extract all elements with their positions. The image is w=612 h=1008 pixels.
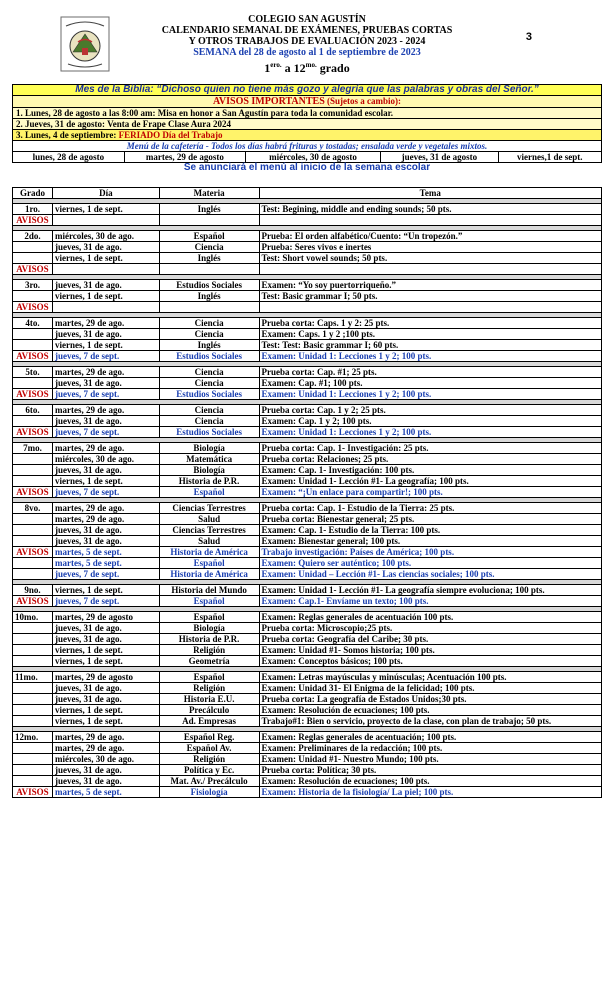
grade-cell	[13, 645, 53, 656]
day-cell: martes, 29 de agosto	[52, 612, 159, 623]
topic-cell: Examen: Reglas generales de acentuación; 100 pts.	[259, 732, 602, 743]
calendar-sheet	[12, 14, 602, 798]
day-cell: jueves, 31 de ago.	[52, 465, 159, 476]
notice-3: 3. Lunes, 4 de septiembre: FERIADO Día del Trabajo	[13, 130, 602, 141]
day-cell: martes, 5 de sept.	[52, 558, 159, 569]
topic-cell: Examen: Quiero ser auténtico; 100 pts.	[259, 558, 602, 569]
menu-day: miércoles, 30 de agosto	[245, 152, 380, 163]
day-cell: jueves, 31 de ago.	[52, 694, 159, 705]
grade-cell	[13, 634, 53, 645]
subject-cell: Español	[159, 672, 259, 683]
day-cell: martes, 29 de agosto	[52, 672, 159, 683]
day-cell: jueves, 31 de ago.	[52, 280, 159, 291]
subject-cell: Religión	[159, 683, 259, 694]
grade-label: 7mo.	[13, 443, 53, 454]
table-row	[13, 454, 602, 465]
day-cell: martes, 5 de sept.	[52, 547, 159, 558]
table-row	[13, 443, 602, 454]
grade-label: 6to.	[13, 405, 53, 416]
day-cell: viernes, 1 de sept.	[52, 291, 159, 302]
subject-cell: Inglés	[159, 204, 259, 215]
table-row	[13, 525, 602, 536]
grade-cell	[13, 378, 53, 389]
topic-cell: Examen: Cap. #1; 100 pts.	[259, 378, 602, 389]
table-row	[13, 280, 602, 291]
subject-cell: Estudios Sociales	[159, 351, 259, 362]
grade-cell	[13, 743, 53, 754]
subject-cell	[159, 215, 259, 226]
topic-cell	[259, 264, 602, 275]
grade-cell	[13, 569, 53, 580]
grade-label: 3ro.	[13, 280, 53, 291]
grade-cell	[13, 340, 53, 351]
table-row	[13, 253, 602, 264]
subject-cell: Ciencia	[159, 242, 259, 253]
grade-cell	[13, 476, 53, 487]
day-cell: jueves, 7 de sept.	[52, 389, 159, 400]
topic-cell: Test: Basic grammar I; 50 pts.	[259, 291, 602, 302]
table-row	[13, 732, 602, 743]
day-cell: martes, 29 de ago.	[52, 514, 159, 525]
avisos-label: AVISOS	[13, 787, 53, 798]
topic-cell: Examen: Unidad #1- Somos historia; 100 pts.	[259, 645, 602, 656]
table-row	[13, 514, 602, 525]
day-cell	[52, 215, 159, 226]
table-row	[13, 536, 602, 547]
table-row	[13, 765, 602, 776]
grade-cell	[13, 656, 53, 667]
subject-cell: Estudios Sociales	[159, 389, 259, 400]
bible-month-motto: Mes de la Biblia: “Dichoso quien no tiene más gozo y alegría que las palabras y obras del Señor.”	[13, 85, 602, 96]
day-cell: viernes, 1 de sept.	[52, 705, 159, 716]
subject-cell: Biología	[159, 623, 259, 634]
day-cell: jueves, 31 de ago.	[52, 378, 159, 389]
table-row	[13, 672, 602, 683]
day-cell: viernes, 1 de sept.	[52, 585, 159, 596]
day-cell: martes, 29 de ago.	[52, 443, 159, 454]
topic-cell: Examen: Cap. 1- Investigación: 100 pts.	[259, 465, 602, 476]
avisos-label: AVISOS	[13, 547, 53, 558]
topic-cell: Prueba corta: Cap. 1- Investigación: 25 pts.	[259, 443, 602, 454]
day-cell: martes, 29 de ago.	[52, 318, 159, 329]
cafeteria-menu-title: Menú de la cafetería - Todos los días habrá frituras y tostadas; ensalada verde y vegetales mixtos.	[13, 141, 602, 152]
grade-cell	[13, 329, 53, 340]
col-materia: Materia	[159, 188, 259, 199]
table-row	[13, 656, 602, 667]
subject-cell: Ad. Empresas	[159, 716, 259, 727]
topic-cell: Prueba corta: Microscopio;25 pts.	[259, 623, 602, 634]
topic-cell: Prueba corta: Cap. 1- Estudio de la Tierra: 25 pts.	[259, 503, 602, 514]
subject-cell: Español Reg.	[159, 732, 259, 743]
table-row	[13, 351, 602, 362]
menu-day: martes, 29 de agosto	[124, 152, 245, 163]
day-cell: jueves, 7 de sept.	[52, 596, 159, 607]
grade-cell	[13, 514, 53, 525]
topic-cell: Prueba corta: La geografía de Estados Unidos;30 pts.	[259, 694, 602, 705]
grade-label: 4to.	[13, 318, 53, 329]
topic-cell: Examen: Unidad 1- Lección #1- La geografía siempre evoluciona; 100 pts.	[259, 585, 602, 596]
day-cell: jueves, 31 de ago.	[52, 242, 159, 253]
table-row	[13, 596, 602, 607]
day-cell: viernes, 1 de sept.	[52, 204, 159, 215]
school-name: COLEGIO SAN AGUSTÍN	[248, 14, 366, 25]
table-row	[13, 231, 602, 242]
topic-cell: Prueba corta: Cap. 1 y 2; 25 pts.	[259, 405, 602, 416]
week-range: SEMANA del 28 de agosto al 1 de septiembre de 2023	[193, 47, 421, 58]
table-row	[13, 623, 602, 634]
topic-cell: Test: Begining, middle and ending sounds; 50 pts.	[259, 204, 602, 215]
subject-cell: Geometría	[159, 656, 259, 667]
day-cell: jueves, 7 de sept.	[52, 427, 159, 438]
subject-cell: Estudios Sociales	[159, 280, 259, 291]
grade-label: 1ro.	[13, 204, 53, 215]
grade-label: 10mo.	[13, 612, 53, 623]
table-row	[13, 487, 602, 498]
topic-cell: Prueba: Seres vivos e inertes	[259, 242, 602, 253]
subject-cell	[159, 302, 259, 313]
day-cell: jueves, 31 de ago.	[52, 634, 159, 645]
notices-table	[12, 84, 602, 173]
subject-cell: Ciencia	[159, 367, 259, 378]
topic-cell	[259, 302, 602, 313]
table-row	[13, 291, 602, 302]
topic-cell: Examen: Preliminares de la redacción; 100 pts.	[259, 743, 602, 754]
table-row	[13, 585, 602, 596]
topic-cell	[259, 215, 602, 226]
subject-cell: Historia del Mundo	[159, 585, 259, 596]
table-row	[13, 416, 602, 427]
grade-cell	[13, 536, 53, 547]
avisos-label: AVISOS	[13, 389, 53, 400]
topic-cell: Examen: Cap. 1 y 2; 100 pts.	[259, 416, 602, 427]
subject-cell: Política y Ec.	[159, 765, 259, 776]
subject-cell: Ciencias Terrestres	[159, 525, 259, 536]
subject-cell: Historia de P.R.	[159, 476, 259, 487]
day-cell: viernes, 1 de sept.	[52, 645, 159, 656]
topic-cell: Examen: Unidad #1- Nuestro Mundo; 100 pts.	[259, 754, 602, 765]
day-cell: jueves, 31 de ago.	[52, 623, 159, 634]
subject-cell: Español	[159, 612, 259, 623]
table-row	[13, 302, 602, 313]
grade-label: 12mo.	[13, 732, 53, 743]
menu-day: viernes,1 de sept.	[498, 152, 601, 163]
day-cell: jueves, 31 de ago.	[52, 776, 159, 787]
col-grado: Grado	[13, 188, 53, 199]
menu-day: jueves, 31 de agosto	[381, 152, 499, 163]
avisos-label: AVISOS	[13, 264, 53, 275]
topic-cell: Prueba corta: Relaciones; 25 pts.	[259, 454, 602, 465]
menu-day: lunes, 28 de agosto	[13, 152, 125, 163]
grade-cell	[13, 765, 53, 776]
table-row	[13, 242, 602, 253]
subject-cell: Precálculo	[159, 705, 259, 716]
topic-cell: Examen: Bienestar general; 100 pts.	[259, 536, 602, 547]
day-cell: martes, 29 de ago.	[52, 743, 159, 754]
table-row	[13, 264, 602, 275]
subject-cell: Salud	[159, 536, 259, 547]
grade-label: 2do.	[13, 231, 53, 242]
table-row	[13, 558, 602, 569]
grade-cell	[13, 416, 53, 427]
grade-label: 5to.	[13, 367, 53, 378]
subject-cell: Biología	[159, 465, 259, 476]
document-header	[12, 14, 602, 82]
subject-cell: Matemática	[159, 454, 259, 465]
topic-cell: Examen: Cap. 1- Estudio de la Tierra: 100 pts.	[259, 525, 602, 536]
topic-cell: Prueba corta: Caps. 1 y 2: 25 pts.	[259, 318, 602, 329]
day-cell: martes, 5 de sept.	[52, 787, 159, 798]
grade-cell	[13, 558, 53, 569]
table-row	[13, 694, 602, 705]
notice-1: 1. Lunes, 28 de agosto a las 8:00 am: Misa en honor a San Agustín para toda la comunidad escolar.	[13, 108, 602, 119]
subject-cell: Religión	[159, 754, 259, 765]
subject-cell: Historia de América	[159, 547, 259, 558]
subject-cell: Español	[159, 558, 259, 569]
subject-cell: Español	[159, 596, 259, 607]
table-row	[13, 329, 602, 340]
subject-cell: Inglés	[159, 253, 259, 264]
topic-cell: Examen: Caps. 1 y 2 ;100 pts.	[259, 329, 602, 340]
table-row	[13, 367, 602, 378]
day-cell: jueves, 31 de ago.	[52, 416, 159, 427]
notice-2: 2. Jueves, 31 de agosto: Venta de Frape Clase Aura 2024	[13, 119, 602, 130]
day-cell: jueves, 31 de ago.	[52, 765, 159, 776]
avisos-label: AVISOS	[13, 487, 53, 498]
school-crest-icon	[60, 16, 110, 72]
topic-cell: Examen: “Yo soy puertorriqueño.”	[259, 280, 602, 291]
avisos-label: AVISOS	[13, 302, 53, 313]
schedule-table	[12, 187, 602, 798]
grade-cell	[13, 291, 53, 302]
subject-cell: Español	[159, 487, 259, 498]
table-row	[13, 378, 602, 389]
col-tema: Tema	[259, 188, 602, 199]
day-cell: martes, 29 de ago.	[52, 503, 159, 514]
subject-cell: Biología	[159, 443, 259, 454]
table-row	[13, 389, 602, 400]
day-cell: viernes, 1 de sept.	[52, 716, 159, 727]
calendar-title-line2: Y OTROS TRABAJOS DE EVALUACIÓN 2023 - 2024	[188, 36, 426, 47]
subject-cell: Mat. Av./ Precálculo	[159, 776, 259, 787]
topic-cell: Prueba: El orden alfabético/Cuento: “Un tropezón.”	[259, 231, 602, 242]
topic-cell: Examen: Reglas generales de acentuación 100 pts.	[259, 612, 602, 623]
subject-cell: Ciencia	[159, 318, 259, 329]
subject-cell: Historia de América	[159, 569, 259, 580]
day-cell: martes, 29 de ago.	[52, 732, 159, 743]
grade-cell	[13, 465, 53, 476]
day-cell: martes, 29 de ago.	[52, 405, 159, 416]
day-cell: jueves, 31 de ago.	[52, 525, 159, 536]
menu-note: Se anunciará el menú al inicio de la semana escolar	[183, 162, 431, 173]
topic-cell: Examen: Unidad 1- Lección #1- La geografía; 100 pts.	[259, 476, 602, 487]
grade-cell	[13, 776, 53, 787]
topic-cell: Examen: Resolución de ecuaciones; 100 pts.	[259, 705, 602, 716]
topic-cell: Prueba corta: Política; 30 pts.	[259, 765, 602, 776]
topic-cell: Prueba corta: Bienestar general; 25 pts.	[259, 514, 602, 525]
schedule-header-row	[13, 188, 602, 199]
table-row	[13, 743, 602, 754]
day-cell: miércoles, 30 de ago.	[52, 231, 159, 242]
table-row	[13, 465, 602, 476]
table-row	[13, 787, 602, 798]
day-cell: jueves, 7 de sept.	[52, 487, 159, 498]
subject-cell: Ciencia	[159, 405, 259, 416]
topic-cell: Examen: Letras mayúsculas y minúsculas; Acentuación 100 pts.	[259, 672, 602, 683]
menu-days-row	[13, 152, 602, 163]
subject-cell	[159, 264, 259, 275]
table-row	[13, 569, 602, 580]
table-row	[13, 503, 602, 514]
table-row	[13, 705, 602, 716]
col-dia: Día	[52, 188, 159, 199]
calendar-title-line1: CALENDARIO SEMANAL DE EXÁMENES, PRUEBAS CORTAS	[161, 25, 453, 36]
day-cell: viernes, 1 de sept.	[52, 656, 159, 667]
subject-cell: Fisiología	[159, 787, 259, 798]
topic-cell: Test: Short vowel sounds; 50 pts.	[259, 253, 602, 264]
table-row	[13, 716, 602, 727]
grade-cell	[13, 454, 53, 465]
table-row	[13, 683, 602, 694]
page-number: 3	[525, 31, 532, 43]
table-row	[13, 340, 602, 351]
grade-range: $1^{ero.}$ a $12^{mo.}$ grado	[264, 61, 350, 75]
subject-cell: Inglés	[159, 340, 259, 351]
topic-cell: Test: Test: Basic grammar I; 60 pts.	[259, 340, 602, 351]
topic-cell: Trabajo#1: Bien o servicio, proyecto de la clase, con plan de trabajo; 50 pts.	[259, 716, 602, 727]
day-cell: viernes, 1 de sept.	[52, 253, 159, 264]
subject-cell: Estudios Sociales	[159, 427, 259, 438]
grade-cell	[13, 705, 53, 716]
day-cell: jueves, 7 de sept.	[52, 351, 159, 362]
day-cell: jueves, 7 de sept.	[52, 569, 159, 580]
subject-cell: Español	[159, 231, 259, 242]
grade-cell	[13, 623, 53, 634]
important-notices-title: AVISOS IMPORTANTES (Sujetos a cambio):	[13, 96, 602, 108]
grade-cell	[13, 694, 53, 705]
topic-cell: Prueba corta: Cap. #1; 25 pts.	[259, 367, 602, 378]
day-cell: jueves, 31 de ago.	[52, 536, 159, 547]
topic-cell: Examen: Cap.1- Envíame un texto; 100 pts.	[259, 596, 602, 607]
subject-cell: Español Av.	[159, 743, 259, 754]
table-row	[13, 776, 602, 787]
grade-cell	[13, 716, 53, 727]
table-row	[13, 476, 602, 487]
topic-cell: Trabajo investigación: Países de América; 100 pts.	[259, 547, 602, 558]
table-row	[13, 634, 602, 645]
day-cell: jueves, 31 de ago.	[52, 329, 159, 340]
table-row	[13, 427, 602, 438]
grade-label: 11mo.	[13, 672, 53, 683]
table-row	[13, 318, 602, 329]
grade-cell	[13, 683, 53, 694]
grade-cell	[13, 525, 53, 536]
grade-label: 9no.	[13, 585, 53, 596]
subject-cell: Ciencia	[159, 416, 259, 427]
day-cell: viernes, 1 de sept.	[52, 340, 159, 351]
day-cell: miércoles, 30 de ago.	[52, 754, 159, 765]
table-row	[13, 215, 602, 226]
day-cell	[52, 302, 159, 313]
avisos-label: AVISOS	[13, 351, 53, 362]
subject-cell: Ciencia	[159, 329, 259, 340]
topic-cell: Examen: Historia de la fisiología/ La piel; 100 pts.	[259, 787, 602, 798]
table-row	[13, 754, 602, 765]
topic-cell: Examen: Unidad 31- El Enigma de la felicidad; 100 pts.	[259, 683, 602, 694]
subject-cell: Historia de P.R.	[159, 634, 259, 645]
topic-cell: Examen: Unidad 1: Lecciones 1 y 2; 100 pts.	[259, 389, 602, 400]
topic-cell: Prueba corta: Geografía del Caribe; 30 pts.	[259, 634, 602, 645]
grade-cell	[13, 754, 53, 765]
day-cell: miércoles, 30 de ago.	[52, 454, 159, 465]
day-cell: martes, 29 de ago.	[52, 367, 159, 378]
table-row	[13, 405, 602, 416]
table-row	[13, 204, 602, 215]
subject-cell: Inglés	[159, 291, 259, 302]
topic-cell: Examen: Resolución de ecuaciones; 100 pts.	[259, 776, 602, 787]
subject-cell: Ciencia	[159, 378, 259, 389]
grade-cell	[13, 253, 53, 264]
avisos-label: AVISOS	[13, 427, 53, 438]
topic-cell: Examen: Conceptos básicos; 100 pts.	[259, 656, 602, 667]
topic-cell: Examen: Unidad – Lección #1- Las ciencias sociales; 100 pts.	[259, 569, 602, 580]
table-row	[13, 645, 602, 656]
day-cell	[52, 264, 159, 275]
avisos-label: AVISOS	[13, 215, 53, 226]
avisos-label: AVISOS	[13, 596, 53, 607]
subject-cell: Religión	[159, 645, 259, 656]
topic-cell: Examen: “¡Un enlace para compartir!; 100 pts.	[259, 487, 602, 498]
day-cell: viernes, 1 de sept.	[52, 476, 159, 487]
subject-cell: Salud	[159, 514, 259, 525]
day-cell: jueves, 31 de ago.	[52, 683, 159, 694]
subject-cell: Historia E.U.	[159, 694, 259, 705]
table-row	[13, 612, 602, 623]
subject-cell: Ciencias Terrestres	[159, 503, 259, 514]
topic-cell: Examen: Unidad 1: Lecciones 1 y 2; 100 pts.	[259, 427, 602, 438]
grade-cell	[13, 242, 53, 253]
table-row	[13, 547, 602, 558]
topic-cell: Examen: Unidad 1: Lecciones 1 y 2; 100 pts.	[259, 351, 602, 362]
grade-label: 8vo.	[13, 503, 53, 514]
